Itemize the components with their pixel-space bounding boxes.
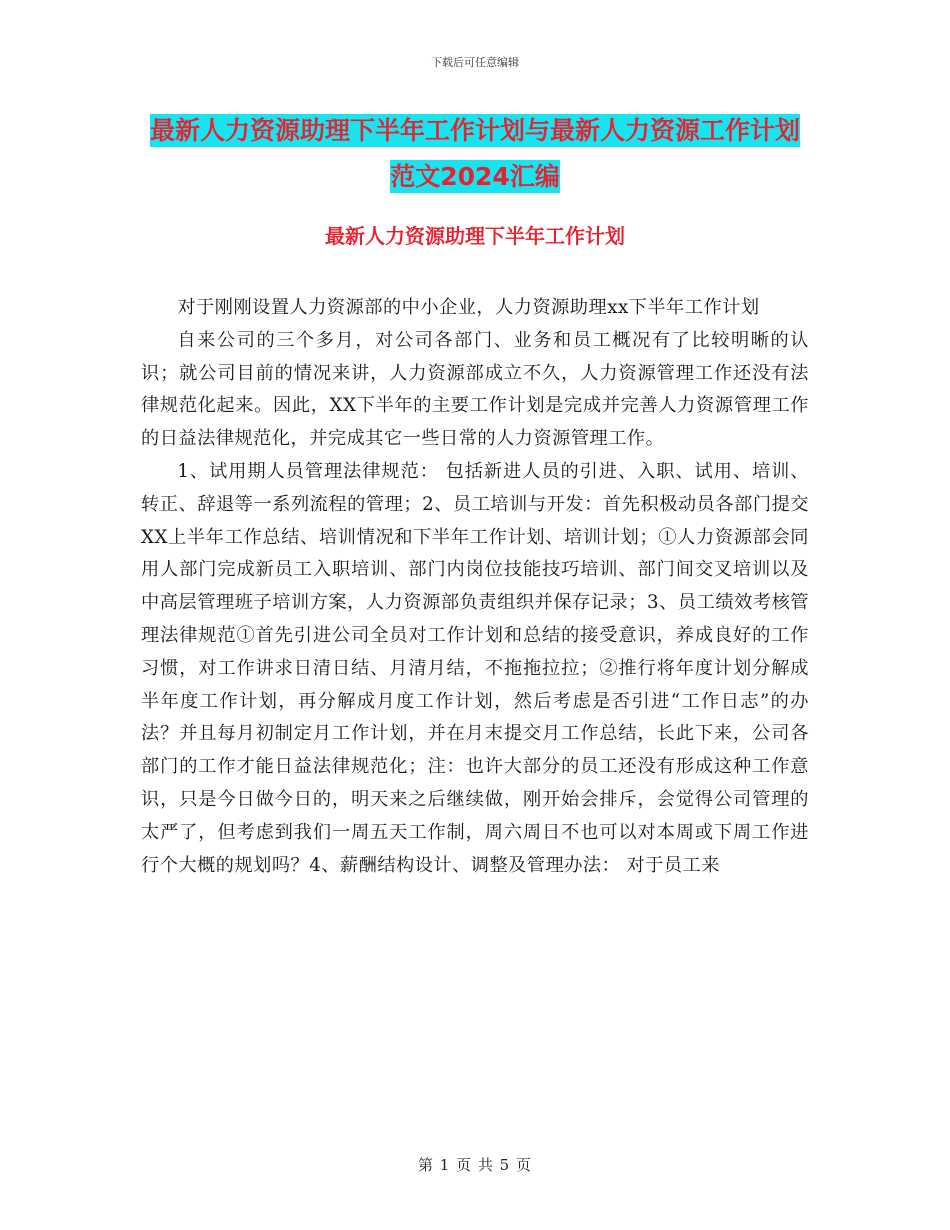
document-title-text: 最新人力资源助理下半年工作计划与最新人力资源工作计划范文2024汇编 bbox=[149, 116, 800, 191]
body-paragraph: 1、试用期人员管理法律规范： 包括新进人员的引进、入职、试用、培训、转正、辞退等一系列流程的管理；2、员工培训与开发：首先积极动员各部门提交XX上半年工作总结、培训情况和下半年工作计划、培训计划；①人力资源部会同用人部门完成新员工入职培训、部门内岗位技能技巧培训、部门间交叉培训以及中高层管理班子培训方案，人力资源部负责组织并保存记录；3、员工绩效考核管理法律规范①首先引进公司全员对工作计划和总结的接受意识，养成良好的工作习惯，对工作讲求日清日结、月清月结，不拖拖拉拉；②推行将年度计划分解成半年度工作计划，再分解成月度工作计划，然后考虑是否引进“工作日志”的办法？并且每月初制定月工作计划，并在月末提交月工作总结，长此下来，公司各部门的工作才能日益法律规范化；注：也许大部分的员工还没有形成这种工作意识，只是今日做今日的，明天来之后继续做，刚开始会排斥，会觉得公司管理的太严了，但考虑到我们一周五天工作制，周六周日不也可以对本周或下周工作进行个大概的规划吗？4、薪酬结构设计、调整及管理办法： 对于员工来 bbox=[141, 460, 809, 876]
page-footer: 第 1 页 共 5 页 bbox=[418, 1156, 532, 1174]
section-title: 最新人力资源助理下半年工作计划 bbox=[325, 224, 625, 248]
document-body bbox=[141, 292, 809, 882]
body-paragraph: 自来公司的三个多月，对公司各部门、业务和员工概况有了比较明晰的认识；就公司目前的情况来讲，人力资源部成立不久，人力资源管理工作还没有法律规范化起来。因此，XX下半年的主要工作计划是完成并完善人力资源管理工作的日益法律规范化，并完成其它一些日常的人力资源管理工作。 bbox=[141, 329, 809, 450]
document-title bbox=[140, 108, 810, 200]
page-header-note: 下载后可任意编辑 bbox=[431, 56, 519, 69]
body-paragraph: 对于刚刚设置人力资源部的中小企业，人力资源助理xx下半年工作计划 bbox=[177, 297, 760, 318]
